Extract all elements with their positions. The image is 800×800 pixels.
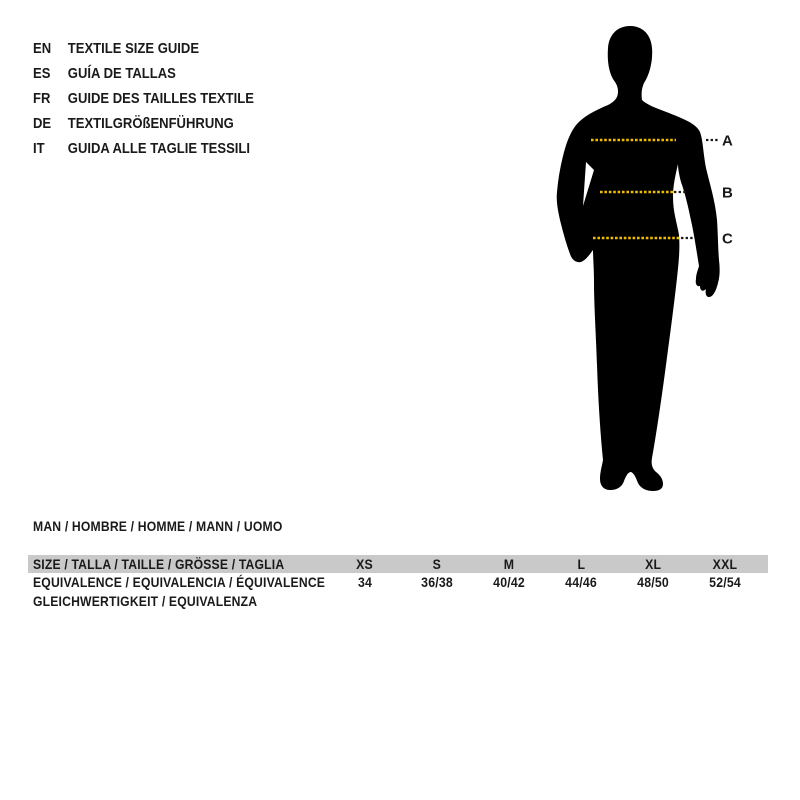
lang-label: GUIDE DES TAILLES TEXTILE <box>67 90 254 107</box>
equivalence-label: EQUIVALENCE / EQUIVALENCIA / ÉQUIVALENCE GLEICHWERTIGKEIT / EQUIVALENZA <box>33 574 326 609</box>
size-col-m: M <box>503 556 515 572</box>
size-col-s: S <box>432 556 442 572</box>
size-col-xxl: XXL <box>712 556 738 572</box>
language-guide-list <box>33 36 254 161</box>
lang-code: FR <box>33 90 51 107</box>
measure-label-b: B <box>722 184 733 202</box>
size-col-xl: XL <box>644 556 662 572</box>
man-silhouette <box>557 26 720 491</box>
measure-label-c: C <box>722 230 733 248</box>
lang-label: GUÍA DE TALLAS <box>67 65 176 82</box>
size-table-title: MAN / HOMBRE / HOMME / MANN / UOMO <box>33 518 283 534</box>
size-col-xs: XS <box>356 556 374 572</box>
equivalence-value-m: 40/42 <box>493 574 525 590</box>
lang-row-en <box>33 36 254 61</box>
size-header-label: SIZE / TALLA / TAILLE / GRÖSSE / TAGLIA <box>33 556 285 572</box>
size-table-values-row <box>28 573 768 611</box>
lang-label: TEXTILGRÖßENFÜHRUNG <box>67 115 234 132</box>
lang-row-es <box>33 61 254 86</box>
lang-code: EN <box>33 40 52 57</box>
lang-label: GUIDA ALLE TAGLIE TESSILI <box>67 140 251 157</box>
lang-row-fr <box>33 86 254 111</box>
lang-code: ES <box>33 65 51 82</box>
equivalence-value-xxl: 52/54 <box>709 574 741 590</box>
equivalence-value-s: 36/38 <box>421 574 453 590</box>
equivalence-value-xl: 48/50 <box>637 574 669 590</box>
lang-code: IT <box>33 140 45 157</box>
equivalence-value-xs: 34 <box>357 574 373 590</box>
measure-label-a: A <box>722 132 733 150</box>
lang-row-it <box>33 136 254 161</box>
equivalence-value-l: 44/46 <box>565 574 597 590</box>
lang-row-de <box>33 111 254 136</box>
lang-code: DE <box>33 115 52 132</box>
man-silhouette-figure <box>550 20 750 495</box>
lang-label: TEXTILE SIZE GUIDE <box>67 40 200 57</box>
size-col-l: L <box>577 556 585 572</box>
size-table-header-row <box>28 555 768 573</box>
